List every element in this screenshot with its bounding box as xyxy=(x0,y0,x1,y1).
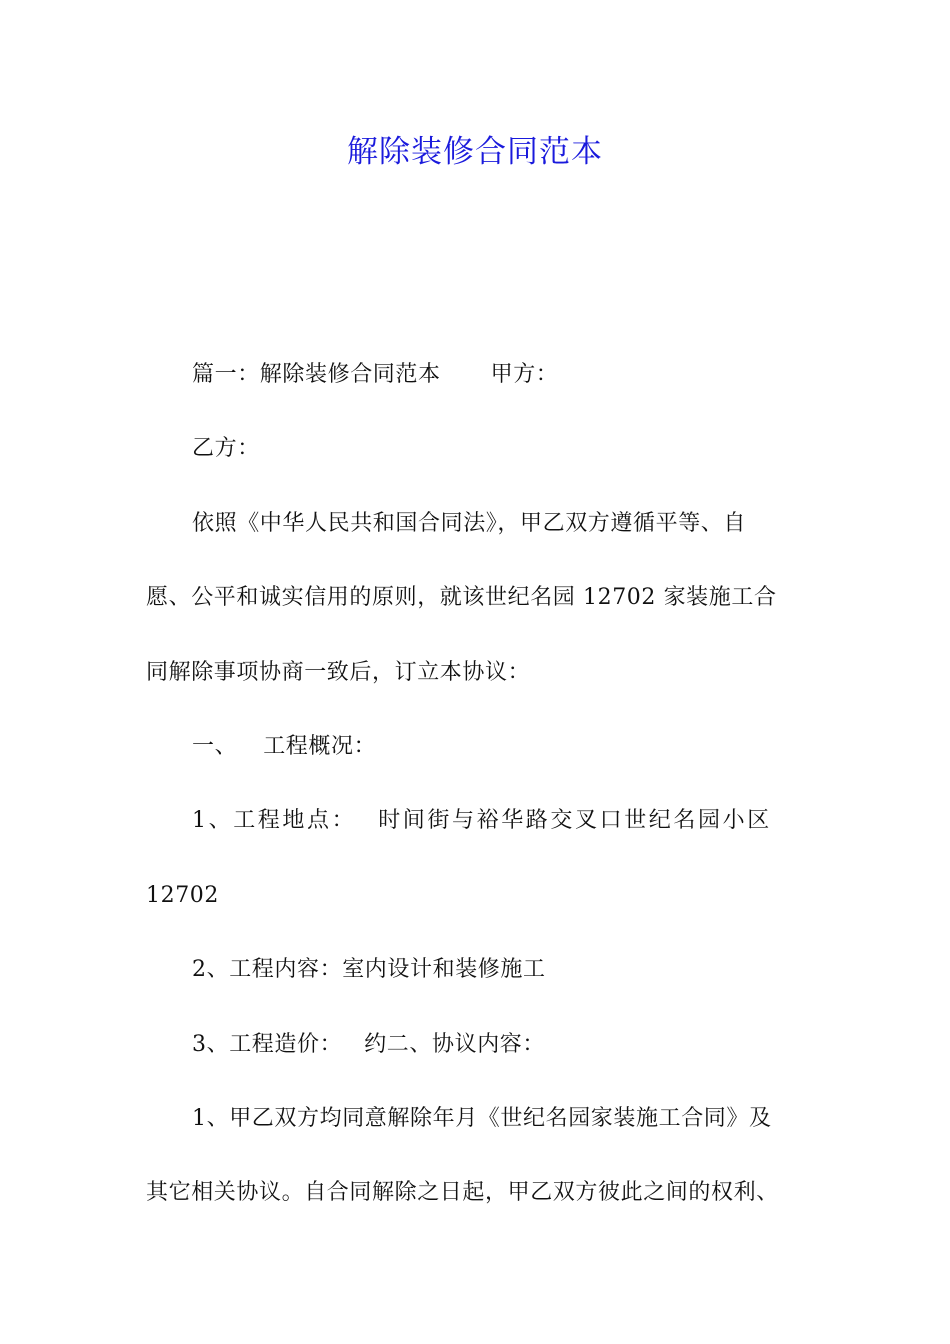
list-text: 约二、协议内容： xyxy=(364,1031,546,1057)
paragraph-line: 1、甲乙双方均同意解除年月《世纪名园家装施工合同》及 xyxy=(192,1105,772,1131)
paragraph-line: 依照《中华人民共和国合同法》，甲乙双方遵循平等、自 xyxy=(192,510,747,536)
list-text: 工程概况： xyxy=(263,733,377,759)
document-body xyxy=(146,338,826,1231)
paragraph-line xyxy=(146,338,826,412)
party-a-label: 甲方： xyxy=(490,362,559,387)
list-text: 时间街与裕华路交叉口世纪名园小区 xyxy=(378,808,772,834)
document-title: 解除装修合同范本 xyxy=(347,134,603,170)
paragraph-line: 其它相关协议。自合同解除之日起，甲乙双方彼此之间的权利、 xyxy=(146,1180,779,1206)
party-b-label: 乙方： xyxy=(192,436,260,462)
list-number: 一、 xyxy=(192,733,238,759)
paragraph-line xyxy=(146,1008,826,1082)
paragraph-line: 12702 xyxy=(146,882,219,908)
paragraph-line xyxy=(146,710,826,784)
paragraph-line: 2、工程内容：室内设计和装修施工 xyxy=(192,957,546,983)
list-label: 1、工程地点： xyxy=(192,808,357,834)
paragraph-line: 同解除事项协商一致后，订立本协议： xyxy=(146,659,531,685)
list-label: 3、工程造价： xyxy=(192,1031,343,1057)
section-heading: 篇一：解除装修合同范本 xyxy=(192,362,441,387)
paragraph-line: 愿、公平和诚实信用的原则，就该世纪名园 12702 家装施工合 xyxy=(146,585,777,611)
paragraph-line xyxy=(146,784,826,858)
